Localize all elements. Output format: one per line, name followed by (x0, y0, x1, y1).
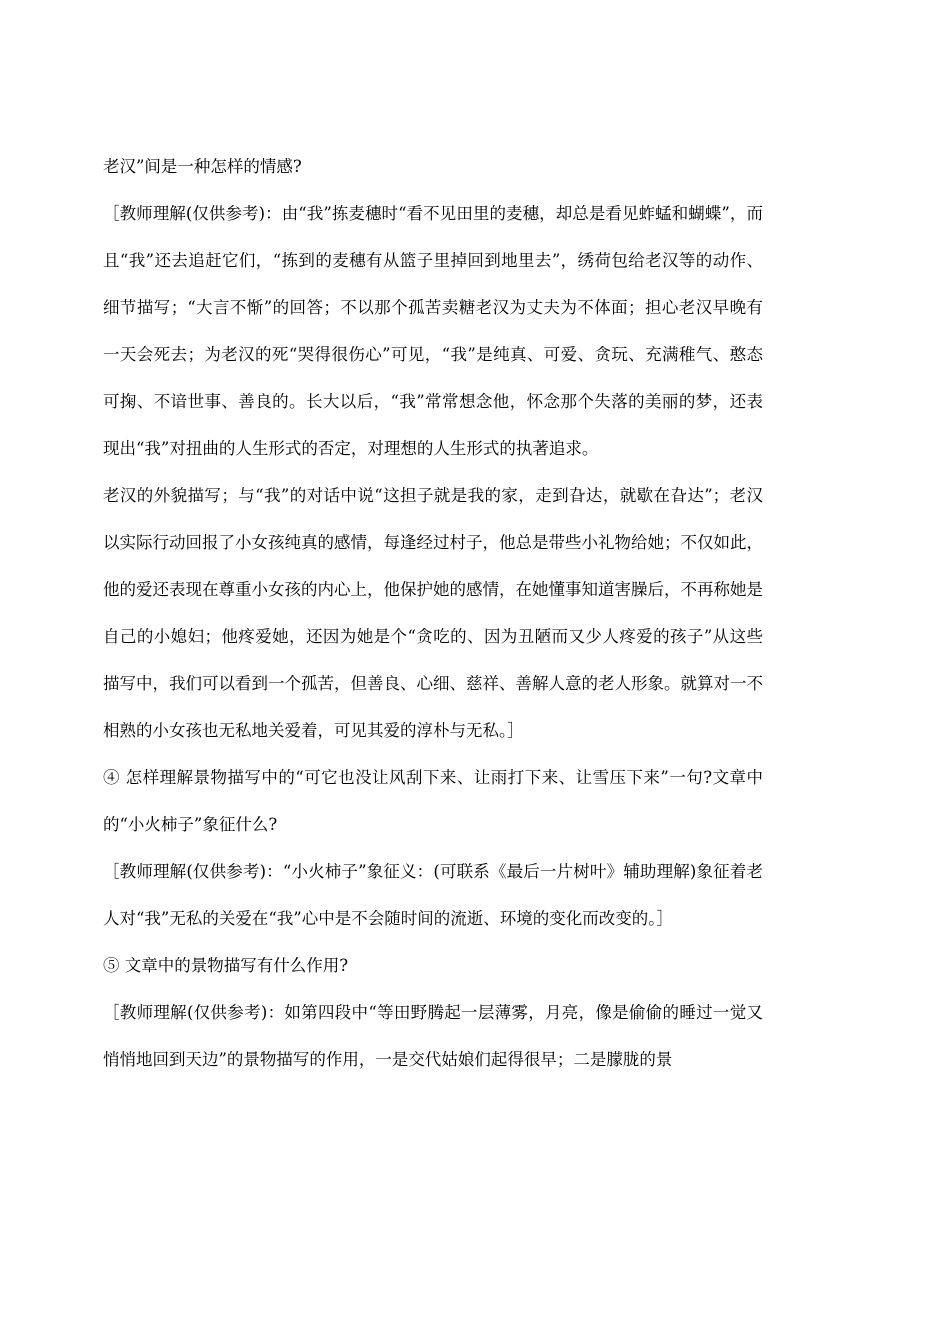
document-body (103, 143, 763, 1083)
paragraph-question-continuation: 老汉”间是一种怎样的情感? (103, 157, 302, 176)
paragraph-teacher-note-1: ［教师理解(仅供参考)：由“我”拣麦穗时“看不见田里的麦穗，却总是看见蚱蜢和蝴蝶”，而且“我”还去追赶它们，“拣到的麦穗有从篮子里掉回到地里去”，绣荷包给老汉等的动作、细节描写；“大言不惭”的回答；不以那个孤苦卖糖老汉为丈夫为不体面；担心老汉早晚有一天会死去；为老汉的死“哭得很伤心”可见，“我”是纯真、可爱、贪玩、充满稚气、憨态可掬、不谙世事、善良的。长大以后，“我”常常想念他，怀念那个失落的美丽的梦，还表现出“我”对扭曲的人生形式的否定，对理想的人生形式的执著追求。 (103, 204, 763, 458)
paragraph-teacher-note-3: ［教师理解(仅供参考)：如第四段中“等田野腾起一层薄雾，月亮，像是偷偷的睡过一觉又悄悄地回到天边”的景物描写的作用，一是交代姑娘们起得很早；二是朦胧的景 (103, 1003, 763, 1069)
paragraph-old-man-description: 老汉的外貌描写；与“我”的对话中说“这担子就是我的家，走到旮达，就歇在旮达”；老汉以实际行动回报了小女孩纯真的感情，每逢经过村子，他总是带些小礼物给她；不仅如此，他的爱还表现在尊重小女孩的内心上，他保护她的感情，在她懂事知道害臊后，不再称她是自己的小媳妇；他疼爱她，还因为她是个“贪吃的、因为丑陋而又少人疼爱的孩子”从这些描写中，我们可以看到一个孤苦，但善良、心细、慈祥、善解人意的老人形象。就算对一不相熟的小女孩也无私地关爱着，可见其爱的淳朴与无私。］ (103, 486, 763, 740)
paragraph-teacher-note-2: ［教师理解(仅供参考)：“小火柿子”象征义：(可联系《最后一片树叶》辅助理解)象征着老人对“我”无私的关爱在“我”心中是不会随时间的流逝、环境的变化而改变的。］ (103, 862, 763, 928)
paragraph-question-4: ④ 怎样理解景物描写中的“可它也没让风刮下来、让雨打下来、让雪压下来”一句?文章中的“小火柿子”象征什么? (103, 768, 763, 834)
paragraph-question-5: ⑤ 文章中的景物描写有什么作用? (103, 956, 349, 975)
